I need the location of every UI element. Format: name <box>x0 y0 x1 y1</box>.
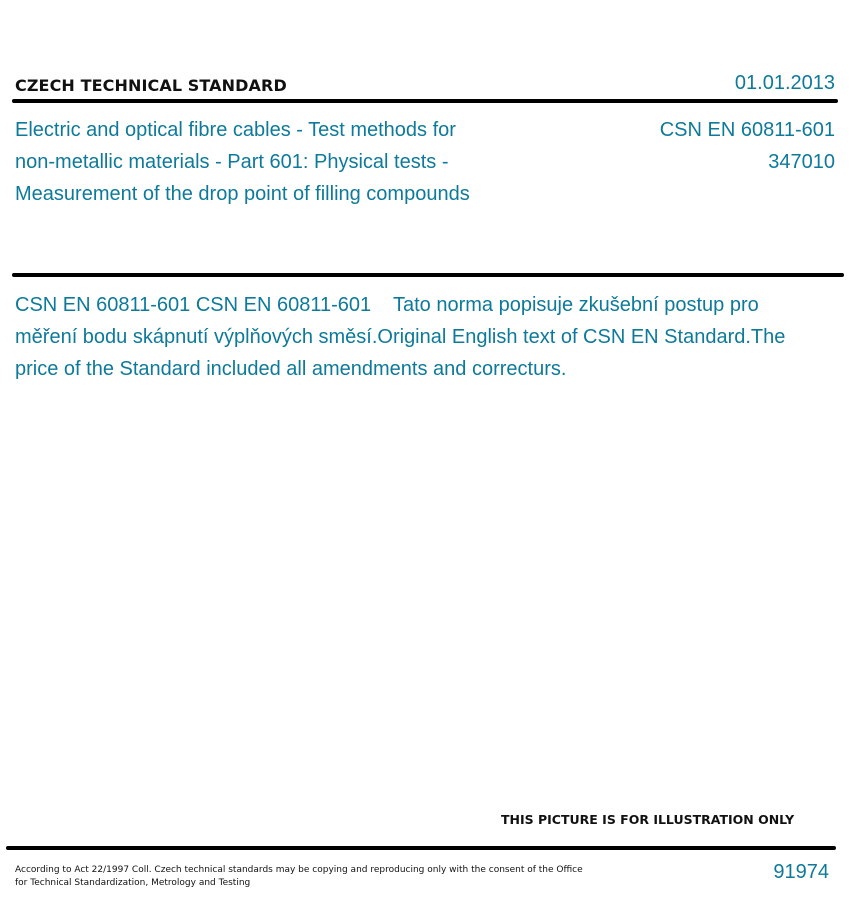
publication-date: 01.01.2013 <box>734 72 835 94</box>
standard-identifiers <box>660 114 835 178</box>
document-title <box>15 114 535 210</box>
legal-line-2: for Technical Standardization, Metrology and Testing <box>15 878 251 888</box>
top-divider <box>12 99 838 103</box>
middle-divider <box>12 273 844 277</box>
catalog-number: 91974 <box>773 861 829 883</box>
legal-line-1: According to Act 22/1997 Coll. Czech technical standards may be copying and reproducing only with the consent of the Office <box>15 865 583 875</box>
title-line-3: Measurement of the drop point of filling compounds <box>15 183 470 205</box>
standard-code: CSN EN 60811-601 <box>659 119 835 141</box>
title-line-2: non-metallic materials - Part 601: Physical tests - <box>15 151 449 173</box>
title-line-1: Electric and optical fibre cables - Test methods for <box>15 119 456 141</box>
bottom-divider <box>6 846 836 850</box>
class-number: 347010 <box>768 151 835 173</box>
standard-type-label: CZECH TECHNICAL STANDARD <box>15 76 287 95</box>
illustration-note: THIS PICTURE IS FOR ILLUSTRATION ONLY <box>501 812 795 827</box>
legal-notice <box>15 864 585 890</box>
standard-description: CSN EN 60811-601 CSN EN 60811-601 Tato norma popisuje zkušební postup pro měření bodu skápnutí výplňových směsí.Original English text of CSN EN Standard.The price of the Standard included all amendments and correcturs. <box>15 294 791 380</box>
